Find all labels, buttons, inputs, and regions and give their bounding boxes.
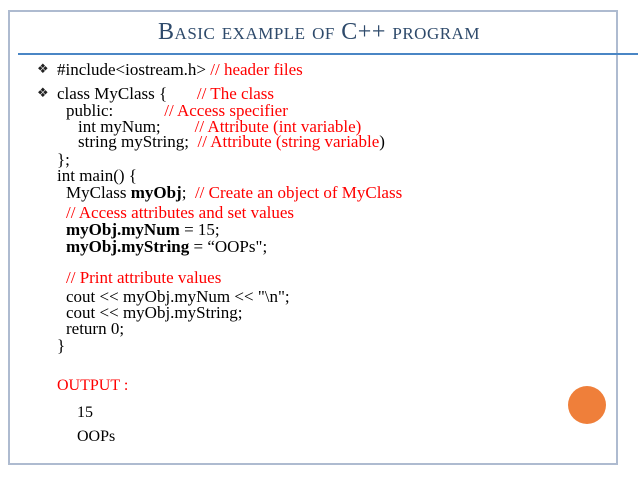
code-text: public: [66, 101, 165, 120]
output-line-2: OOPs [77, 428, 116, 445]
code-text: int myNum; [78, 117, 195, 136]
code-comment: // Attribute (string variable [197, 132, 380, 151]
code-comment: // Create an object of MyClass [194, 183, 403, 202]
code-text: MyClass [66, 183, 131, 202]
code-text: = 15; [179, 220, 220, 239]
code-text: int main() { [57, 166, 137, 185]
output-line-1: 15 [77, 404, 93, 421]
output-label: OUTPUT : [57, 377, 129, 394]
slide-title: Basic example of C++ program [158, 19, 480, 45]
title-underline [18, 53, 638, 55]
code-line-string [78, 132, 385, 151]
code-text: myObj [130, 183, 182, 202]
code-text: myObj.myNum [66, 220, 180, 239]
code-line-object [66, 183, 402, 202]
code-comment: // Access specifier [164, 101, 288, 120]
bullet-icon: ❖ [37, 62, 49, 77]
code-comment: // Attribute (int variable) [194, 117, 362, 136]
code-line-include [57, 60, 303, 79]
code-text: class MyClass { [57, 84, 197, 103]
code-text: cout << myObj.myString; [66, 303, 243, 322]
code-comment: // Access attributes and set values [66, 203, 295, 222]
slide-title-block [0, 18, 638, 46]
code-text: ; [181, 183, 195, 202]
code-text: string myString; [78, 132, 198, 151]
code-text: = “OOPs"; [189, 237, 268, 256]
code-line-return [66, 319, 124, 338]
code-text: return 0; [66, 319, 125, 338]
code-text: myObj.myString [66, 237, 190, 256]
code-text: }; [57, 150, 70, 169]
code-comment: // Print attribute values [66, 268, 222, 287]
code-comment: // The class [196, 84, 275, 103]
code-line-assign-str [66, 237, 267, 256]
code-text: ) [379, 132, 385, 151]
bullet-icon: ❖ [37, 86, 49, 101]
code-text: } [57, 336, 66, 355]
decorative-circle [568, 386, 606, 424]
code-comment: // header files [210, 60, 303, 79]
code-text: cout << myObj.myNum << "\n"; [66, 287, 290, 306]
code-line-close-main [57, 336, 65, 355]
code-text: #include<iostream.h> [57, 60, 211, 79]
code-line-print-comment [66, 268, 221, 287]
